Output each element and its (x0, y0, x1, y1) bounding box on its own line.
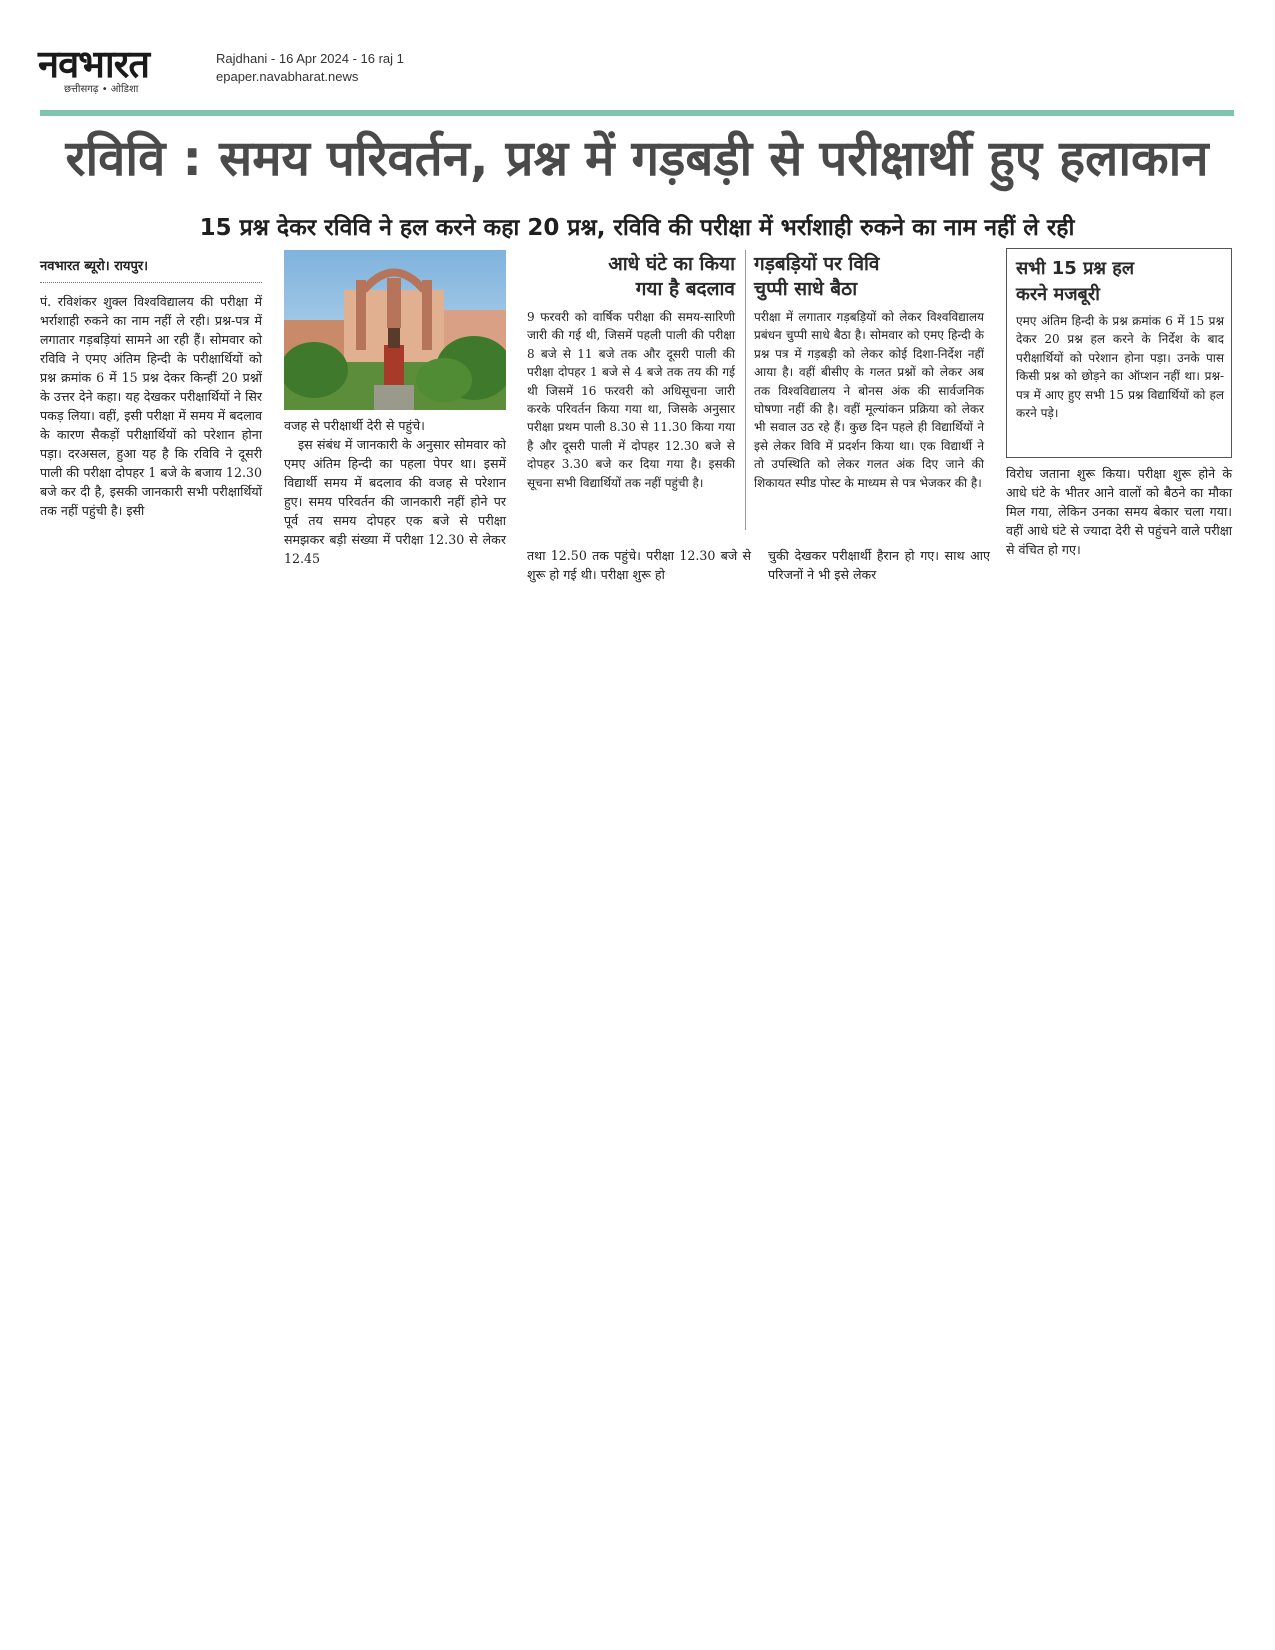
column-4-paragraph: परीक्षा में लगातार गड़बड़ियों को लेकर विश्वविद्यालय प्रबंधन चुप्पी साधे बैठा है। सोमवार को एमए हिन्दी के प्रश्न पत्र में गड़बड़ी को लेकर कोई दिशा-निर्देश नहीं आया है। वहीं बीसीए के गलत प्रश्नों को लेकर अब तक विश्वविद्यालय ने बोनस अंक की सार्वजनिक घोषणा नहीं की है। वहीं मूल्यांकन प्रक्रिया को लेकर भी सवाल उठ रहे हैं। कुछ दिन पहले ही विद्यार्थियों ने इसे लेकर विवि में प्रदर्शन किया था। एक विद्यार्थी ने तो उपस्थिति को लेकर गलत अंक दिए जाने की शिकायत स्पीड पोस्ट के माध्यम से पत्र भेजकर की है। (754, 310, 984, 490)
column-2-text (284, 416, 506, 568)
column-4-continuation-paragraph: चुकी देखकर परीक्षार्थी हैरान हो गए। साथ आए परिजनों ने भी इसे लेकर (768, 548, 990, 582)
column-2-paragraph-1: वजह से परीक्षार्थी देरी से पहुंचे। (284, 418, 425, 433)
sidebar-box-heading-line: सभी 15 प्रश्न हल (1016, 258, 1135, 279)
sidebar-box-text (1016, 312, 1224, 422)
column-divider (745, 250, 746, 530)
column-3-continuation (527, 546, 751, 584)
logo-subtitle: छत्तीसगढ़ • ओडिशा (64, 84, 139, 95)
dateline-divider (40, 282, 262, 283)
sub-headline: 15 प्रश्न देकर रविवि ने हल करने कहा 20 प्रश्न, रविवि की परीक्षा में भर्राशाही रुकने का नाम नहीं ले रही (199, 215, 1075, 241)
column-5-paragraph: विरोध जताना शुरू किया। परीक्षा शुरू होने के आधे घंटे के भीतर आने वालों को बैठने का मौका मिल गया, लेकिन उनका समय बेकार चला गया। वहीं आधे घंटे से ज्यादा देरी से पहुंचने वाले परीक्षा से वंचित हो गए। (1006, 466, 1232, 557)
newspaper-logo (38, 44, 200, 100)
column-4-text (754, 308, 984, 492)
section-heading-line: गया है बदलाव (635, 278, 735, 300)
edition-info (216, 50, 404, 86)
column-3-text (527, 308, 735, 492)
column-5-text (1006, 464, 1232, 559)
edition-date: Rajdhani - 16 Apr 2024 - 16 raj 1 (216, 51, 404, 66)
section-heading-line: आधे घंटे का किया (608, 253, 735, 275)
column-1-text (40, 292, 262, 520)
section-heading-silence (754, 252, 974, 302)
university-photo (284, 250, 506, 410)
column-1-paragraph: पं. रविशंकर शुक्ल विश्वविद्यालय की परीक्षा में भर्राशाही रुकने का नाम नहीं ले रही। प्रश्न-पत्र में लगातार गड़बड़ियां सामने आ रही हैं। सोमवार को रविवि ने एमए अंतिम हिन्दी के परीक्षार्थियों को प्रश्न क्रमांक 6 में 15 प्रश्न देकर किन्हीं 20 प्रश्नों के उत्तर देने कहा। यह देखकर परीक्षार्थियों ने सिर पकड़ लिया। वहीं, इसी परीक्षा में समय में बदलाव के कारण सैकड़ों परीक्षार्थियों को परेशान होना पड़ा। दरअसल, हुआ यह है कि रविवि ने दूसरी पाली की परीक्षा दोपहर 1 बजे के बजाय 12.30 बजे कर दी है, इसकी जानकारी सभी परीक्षार्थियों तक नहीं पहुंची है। इसी (40, 294, 262, 518)
column-3-continuation-paragraph: तथा 12.50 तक पहुंचे। परीक्षा 12.30 बजे से शुरू हो गई थी। परीक्षा शुरू हो (527, 548, 751, 582)
dateline: नवभारत ब्यूरो। रायपुर। (40, 259, 149, 274)
column-4-continuation (768, 546, 990, 584)
column-2-paragraph-2: इस संबंध में जानकारी के अनुसार सोमवार को एमए अंतिम हिन्दी का पहला पेपर था। इसमें विद्यार्थी समय में बदलाव की वजह से परेशान हुए। समय परिवर्तन की जानकारी नहीं होने पर पूर्व तय समय दोपहर एक बजे से परीक्षा समझकर बड़ी संख्या में परीक्षा 12.30 से लेकर 12.45 (284, 437, 506, 566)
sidebar-box-heading (1016, 256, 1226, 308)
sidebar-box-paragraph: एमए अंतिम हिन्दी के प्रश्न क्रमांक 6 में 15 प्रश्न देकर 20 प्रश्न हल करने के निर्देश के बाद परीक्षार्थियों को परेशान होना पड़ा। उनके पास किसी प्रश्न को छोड़ने का ऑप्शन नहीं था। प्रश्न-पत्र में आए हुए सभी 15 प्रश्न विद्यार्थियों को हल करने पड़े। (1016, 314, 1224, 421)
university-building-photo-icon (284, 250, 506, 410)
edition-site: epaper.navabharat.news (216, 69, 359, 84)
header-divider (40, 110, 1234, 116)
section-heading-line: चुप्पी साधे बैठा (754, 278, 858, 300)
section-heading-line: गड़बड़ियों पर विवि (754, 253, 880, 275)
column-3-paragraph: 9 फरवरी को वार्षिक परीक्षा की समय-सारिणी जारी की गई थी, जिसमें पहली पाली की परीक्षा 8 बजे से 11 बजे तक और दूसरी पाली की परीक्षा दोपहर 1 बजे से 4 बजे तक तय की गई थी जिसमें 16 फरवरी को अधिसूचना जारी करके परिवर्तन किया गया था, जिसके अनुसार परीक्षा प्रथम पाली 8.30 से 11.30 किया गया है और दूसरी पाली में दोपहर 12.30 बजे से दोपहर 3.30 बजे कर दिया गया है। इसकी सूचना सभी विद्यार्थियों तक नहीं पहुंची है। (527, 310, 735, 490)
logo-title: नवभारत (38, 42, 149, 86)
main-headline: रविवि : समय परिवर्तन, प्रश्न में गड़बड़ी से परीक्षार्थी हुए हलाकान (65, 130, 1209, 187)
section-heading-time-change (530, 252, 735, 302)
sidebar-box-heading-line: करने मजबूरी (1016, 284, 1100, 305)
